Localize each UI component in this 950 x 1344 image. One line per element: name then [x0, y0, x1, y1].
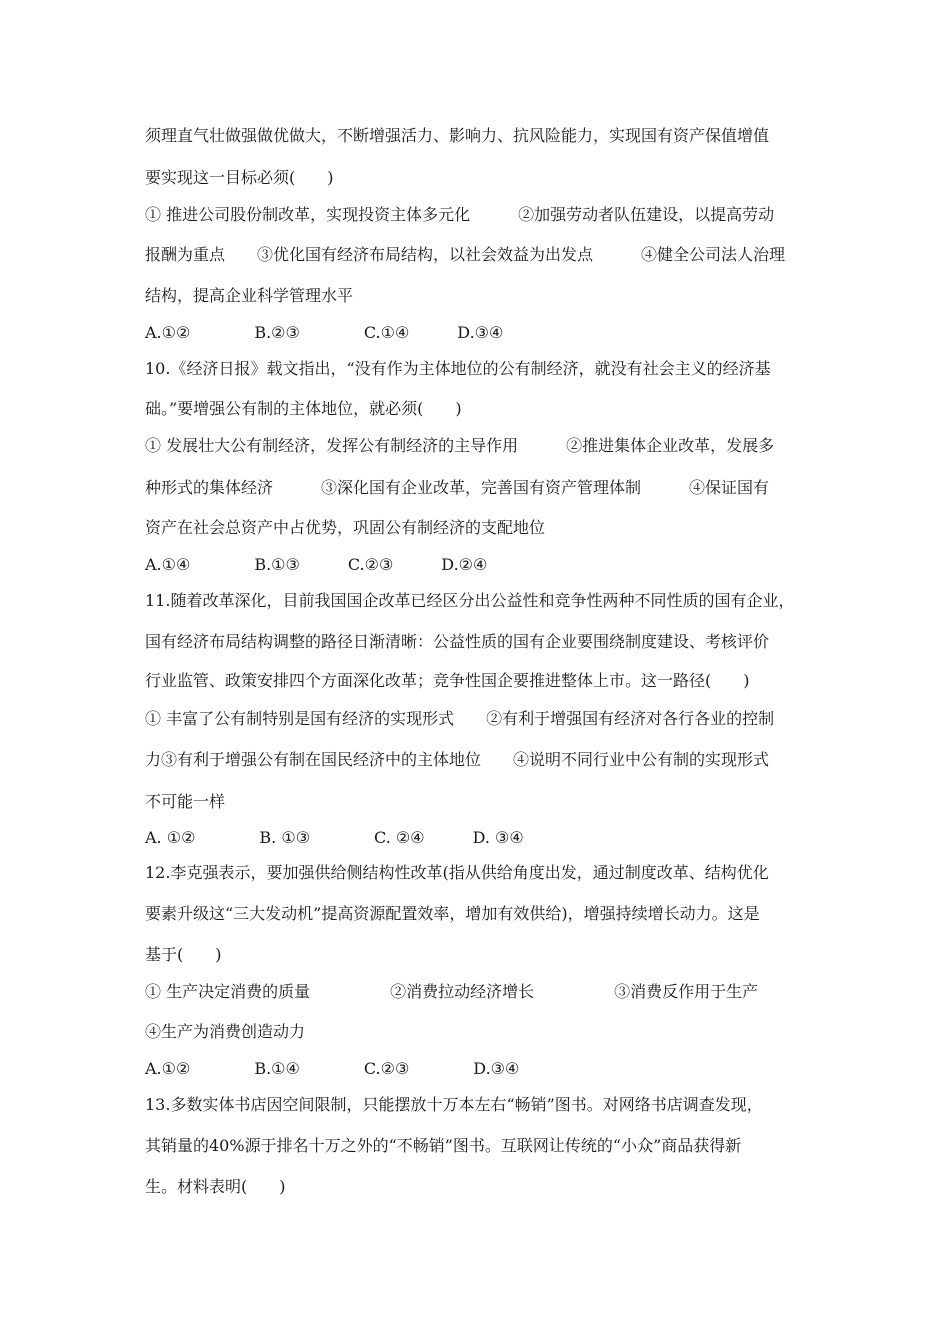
question-9-stem-line-2: 要实现这一目标必须( )	[145, 168, 334, 187]
question-13-stem-line-2: 其销量的40%源于排名十万之外的“不畅销”图书。互联网让传统的“小众”商品获得新	[145, 1136, 742, 1155]
question-11-stem-line-1: 11.随着改革深化，目前我国国企改革已经区分出公益性和竞争性两种不同性质的国有企业，	[145, 591, 795, 610]
question-10-options-line-2: 种形式的集体经济 ③深化国有企业改革，完善国有资产管理体制 ④保证国有	[145, 478, 770, 497]
question-9-options-line-2: 报酬为重点 ③优化国有经济布局结构，以社会效益为出发点 ④健全公司法人治理	[145, 245, 786, 264]
question-12-stem-line-1: 12.李克强表示，要加强供给侧结构性改革(指从供给角度出发，通过制度改革、结构优化	[145, 863, 769, 882]
question-10-answers: A.①④ B.①③ C.②③ D.②④	[145, 555, 488, 574]
question-12-stem-line-2: 要素升级这“三大发动机”提高资源配置效率，增加有效供给)，增强持续增长动力。这是	[145, 904, 760, 923]
question-12-options-line-2: ④生产为消费创造动力	[145, 1022, 306, 1041]
question-11-options-line-2: 力③有利于增强公有制在国民经济中的主体地位 ④说明不同行业中公有制的实现形式	[145, 750, 770, 769]
question-9-options-line-3: 结构，提高企业科学管理水平	[145, 286, 354, 305]
question-11-stem-line-2: 国有经济布局结构调整的路径日渐清晰：公益性质的国有企业要围绕制度建设、考核评价	[145, 632, 770, 651]
question-12-options-line-1: ① 生产决定消费的质量 ②消费拉动经济增长 ③消费反作用于生产	[145, 982, 759, 1001]
question-13-stem-line-1: 13.多数实体书店因空间限制，只能摆放十万本左右“畅销”图书。对网络书店调查发现，	[145, 1095, 763, 1114]
question-13-stem-line-3: 生。材料表明( )	[145, 1177, 286, 1196]
question-10-stem-line-2: 础。”要增强公有制的主体地位，就必须( )	[145, 399, 462, 418]
question-11-options-line-1: ① 丰富了公有制特别是国有经济的实现形式 ②有利于增强国有经济对各行各业的控制	[145, 709, 775, 728]
question-12-answers: A.①② B.①④ C.②③ D.③④	[145, 1059, 520, 1078]
question-11-answers: A. ①② B. ①③ C. ②④ D. ③④	[145, 828, 524, 847]
question-9-stem-line-1: 须理直气壮做强做优做大，不断增强活力、影响力、抗风险能力，实现国有资产保值增值	[145, 126, 770, 145]
question-9-answers: A.①② B.②③ C.①④ D.③④	[145, 323, 504, 342]
question-12-stem-line-3: 基于( )	[145, 945, 222, 964]
question-10-options-line-3: 资产在社会总资产中占优势，巩固公有制经济的支配地位	[145, 518, 546, 537]
question-10-stem-line-1: 10.《经济日报》载文指出，“没有作为主体地位的公有制经济，就没有社会主义的经济基	[145, 359, 771, 378]
question-11-options-line-3: 不可能一样	[145, 792, 226, 811]
question-9-options-line-1: ① 推进公司股份制改革，实现投资主体多元化 ②加强劳动者队伍建设，以提高劳动	[145, 205, 775, 224]
question-11-stem-line-3: 行业监管、政策安排四个方面深化改革；竞争性国企要推进整体上市。这一路径( )	[145, 671, 750, 690]
question-10-options-line-1: ① 发展壮大公有制经济，发挥公有制经济的主导作用 ②推进集体企业改革，发展多	[145, 436, 775, 455]
